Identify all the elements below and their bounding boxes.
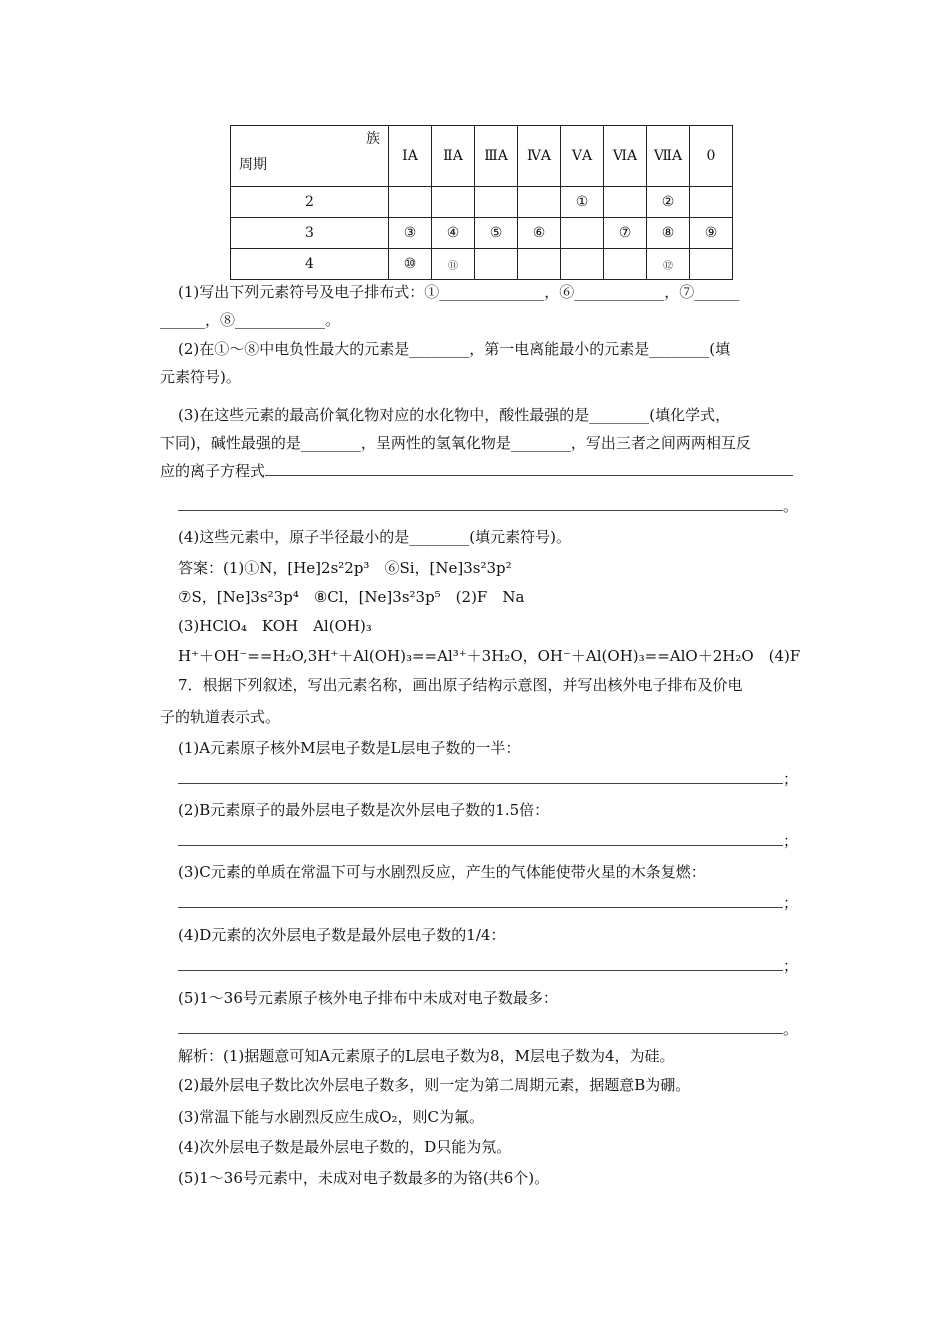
group-col: ⅢA [475,126,518,187]
period-cell: 3 [231,218,389,249]
punct: ； [783,957,799,975]
answer-line: 答案：(1)①N，[He]2s²2p³ ⑥Si，[Ne]3s²3p² [178,559,512,577]
analysis-line: (2)最外层电子数比次外层电子数多，则一定为第二周期元素，据题意B为硼。 [178,1076,691,1094]
period-cell: 2 [231,187,389,218]
period-header: 周期 [239,157,267,173]
element-cell [690,249,733,280]
q1-line2: ______，⑧____________。 [160,311,341,329]
element-cell: ① [561,187,604,218]
table-row [231,249,733,280]
q2-line1: (2)在①～⑧中电负性最大的元素是________，第一电离能最小的元素是________(填 [178,340,731,358]
answer-line: H⁺＋OH⁻==H₂O,3H⁺＋Al(OH)₃==Al³⁺＋3H₂O，OH⁻＋Al(OH)₃==AlO＋2H₂O (4)F [178,647,801,665]
element-cell: ⑤ [475,218,518,249]
group-col: ⅡA [432,126,475,187]
q2-line2: 元素符号)。 [160,368,241,386]
answer-blank[interactable] [178,893,783,908]
element-cell: ⑧ [647,218,690,249]
element-cell: ⑪ [432,249,475,280]
element-cell [604,249,647,280]
answer-blank[interactable] [178,831,783,846]
table-row [231,218,733,249]
group-col: ⅥA [604,126,647,187]
answer-line: ⑦S，[Ne]3s²3p⁴ ⑧Cl，[Ne]3s²3p⁵ (2)F Na [178,588,525,606]
answer-blank[interactable] [178,496,783,511]
group-col: ⅣA [518,126,561,187]
analysis-line: 解析：(1)据题意可知A元素原子的L层电子数为8，M层电子数为4，为硅。 [178,1047,675,1065]
element-cell [475,249,518,280]
element-cell: ⑨ [690,218,733,249]
q3-line2: 下同)，碱性最强的是________，呈两性的氢氧化物是________，写出三者之间两两相互反 [160,434,751,452]
q7-item: (1)A元素原子核外M层电子数是L层电子数的一半： [178,739,521,757]
period-cell: 4 [231,249,389,280]
q7-item: (2)B元素原子的最外层电子数是次外层电子数的1.5倍： [178,801,550,819]
q7-item: (4)D元素的次外层电子数是最外层电子数的1/4： [178,926,506,944]
element-cell [690,187,733,218]
element-cell: ⑦ [604,218,647,249]
group-col: ⅦA [647,126,690,187]
q7-answer-line [178,956,798,976]
table-corner [231,126,389,187]
q3-line1: (3)在这些元素的最高价氧化物对应的水化物中，酸性最强的是________(填化学式， [178,406,731,424]
q1-line1: (1)写出下列元素符号及电子排布式：①______________，⑥____________，⑦______ [178,283,740,301]
punct: ； [783,770,799,788]
element-cell [475,187,518,218]
element-cell [518,187,561,218]
analysis-line: (4)次外层电子数是最外层电子数的，D只能为氖。 [178,1138,512,1156]
q3-line3 [160,461,793,481]
element-cell [518,249,561,280]
group-col: ⅤA [561,126,604,187]
element-cell: ⑫ [647,249,690,280]
answer-line: (3)HClO₄ KOH Al(OH)₃ [178,617,372,635]
group-col: ⅠA [389,126,432,187]
table-row [231,187,733,218]
element-cell [561,218,604,249]
q7-answer-line [178,1019,798,1039]
answer-blank[interactable] [178,769,783,784]
group-col: 0 [690,126,733,187]
q7-item: (3)C元素的单质在常温下可与水剧烈反应，产生的气体能使带火星的木条复燃： [178,863,706,881]
answer-blank[interactable] [178,956,783,971]
punct: 。 [783,497,799,515]
q3-line4 [178,496,798,516]
punct: ； [783,894,799,912]
answer-blank[interactable] [178,1019,783,1034]
element-cell: ③ [389,218,432,249]
analysis-line: (5)1～36号元素中，未成对电子数最多的为铬(共6个)。 [178,1169,550,1187]
analysis-line: (3)常温下能与水剧烈反应生成O₂，则C为氟。 [178,1108,485,1126]
element-cell: ② [647,187,690,218]
q7-answer-line [178,893,798,913]
q7-answer-line [178,769,798,789]
element-cell [432,187,475,218]
element-cell: ⑩ [389,249,432,280]
q3-text: 应的离子方程式 [160,462,266,480]
q4-line: (4)这些元素中，原子半径最小的是________(填元素符号)。 [178,528,571,546]
q7-item: (5)1～36号元素原子核外电子排布中未成对电子数最多： [178,989,558,1007]
element-cell: ④ [432,218,475,249]
element-cell [561,249,604,280]
q7-answer-line [178,831,798,851]
punct: ； [783,832,799,850]
element-cell: ⑥ [518,218,561,249]
periodic-table [230,125,733,280]
element-cell [389,187,432,218]
element-cell [604,187,647,218]
q7-line1: 7．根据下列叙述，写出元素名称，画出原子结构示意图，并写出核外电子排布及价电 [178,676,743,694]
q7-line2: 子的轨道表示式。 [160,708,281,726]
group-header: 族 [366,131,380,147]
answer-blank[interactable] [265,461,793,476]
punct: 。 [783,1020,799,1038]
